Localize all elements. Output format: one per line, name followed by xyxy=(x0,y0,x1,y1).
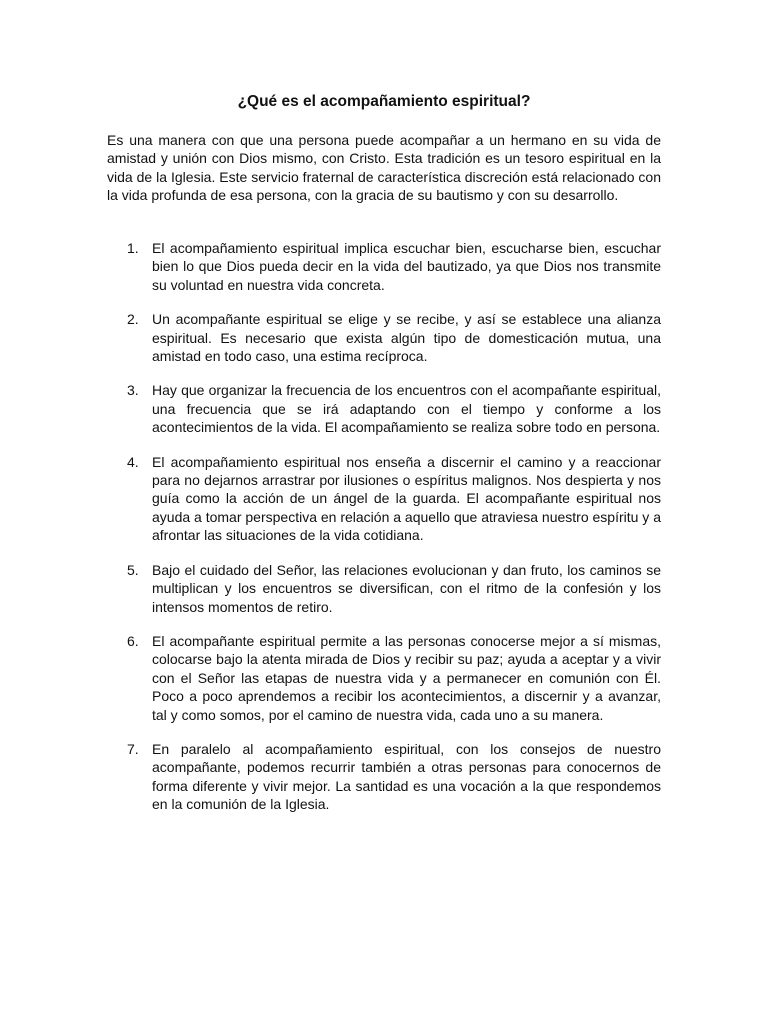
list-item-text: Bajo el cuidado del Señor, las relaciones evolucionan y dan fruto, los caminos se multiplican y los encuentros se diversifican, con el ritmo de la confesión y los intensos momentos de retiro. xyxy=(152,561,661,615)
list-item xyxy=(107,453,661,545)
intro-paragraph: Es una manera con que una persona puede acompañar a un hermano en su vida de amistad y unión con Dios mismo, con Cristo. Esta tradición es un tesoro espiritual en la vida de la Iglesia. Este servicio fraternal de característica discreción está relacionado con la vida profunda de esa persona, con la gracia de su bautismo y con su desarrollo. xyxy=(107,132,661,204)
list-item-text: Hay que organizar la frecuencia de los encuentros con el acompañante espiritual, una frecuencia que se irá adaptando con el tiempo y conforme a los acontecimientos de la vida. El acompañamiento se realiza sobre todo en persona. xyxy=(152,382,661,436)
list-item-number: 2. xyxy=(127,311,139,328)
list-item-text: El acompañante espiritual permite a las personas conocerse mejor a sí mismas, colocarse bajo la atenta mirada de Dios y recibir su paz; ayuda a aceptar y a vivir con el Señor las etapas de nuestra vida y a permanecer en comunión con Él. Poco a poco aprendemos a recibir los acontecimientos, a discernir y a avanzar, tal y como somos, por el camino de nuestra vida, cada uno a su manera. xyxy=(152,632,661,723)
list-item-number: 4. xyxy=(127,453,139,470)
list-item-number: 1. xyxy=(127,240,139,256)
list-item xyxy=(107,561,661,616)
document-title: ¿Qué es el acompañamiento espiritual? xyxy=(237,93,531,110)
list-item-number: 3. xyxy=(127,382,139,399)
numbered-list xyxy=(107,239,661,830)
list-item-text: El acompañamiento espiritual implica escuchar bien, escucharse bien, escuchar bien lo que Dios pueda decir en la vida del bautizado, ya que Dios nos transmite su voluntad en nuestra vida concreta. xyxy=(152,240,661,293)
list-item-number: 7. xyxy=(127,740,139,757)
list-item-text: En paralelo al acompañamiento espiritual, con los consejos de nuestro acompañante, podemos recurrir también a otras personas para conocernos de forma diferente y vivir mejor. La santidad es una vocación a la que respondemos en la comunión de la Iglesia. xyxy=(152,740,661,813)
list-item-number: 5. xyxy=(127,561,139,578)
list-item-text: El acompañamiento espiritual nos enseña a discernir el camino y a reaccionar para no dejarnos arrastrar por ilusiones o espíritus malignos. Nos despierta y nos guía como la acción de un ángel de la guarda. El acompañante espiritual nos ayuda a tomar perspectiva en relación a aquello que atraviesa nuestro espíritu y a afrontar las situaciones de la vida cotidiana. xyxy=(152,453,661,544)
list-item xyxy=(107,740,661,814)
list-item xyxy=(107,381,661,436)
list-item-text: Un acompañante espiritual se elige y se recibe, y así se establece una alianza espiritual. Es necesario que exista algún tipo de domesticación mutua, una amistad en todo caso, una estima recíproca. xyxy=(152,311,661,365)
list-item xyxy=(107,310,661,365)
list-item-number: 6. xyxy=(127,632,139,649)
list-item xyxy=(107,632,661,724)
list-item xyxy=(107,239,661,294)
